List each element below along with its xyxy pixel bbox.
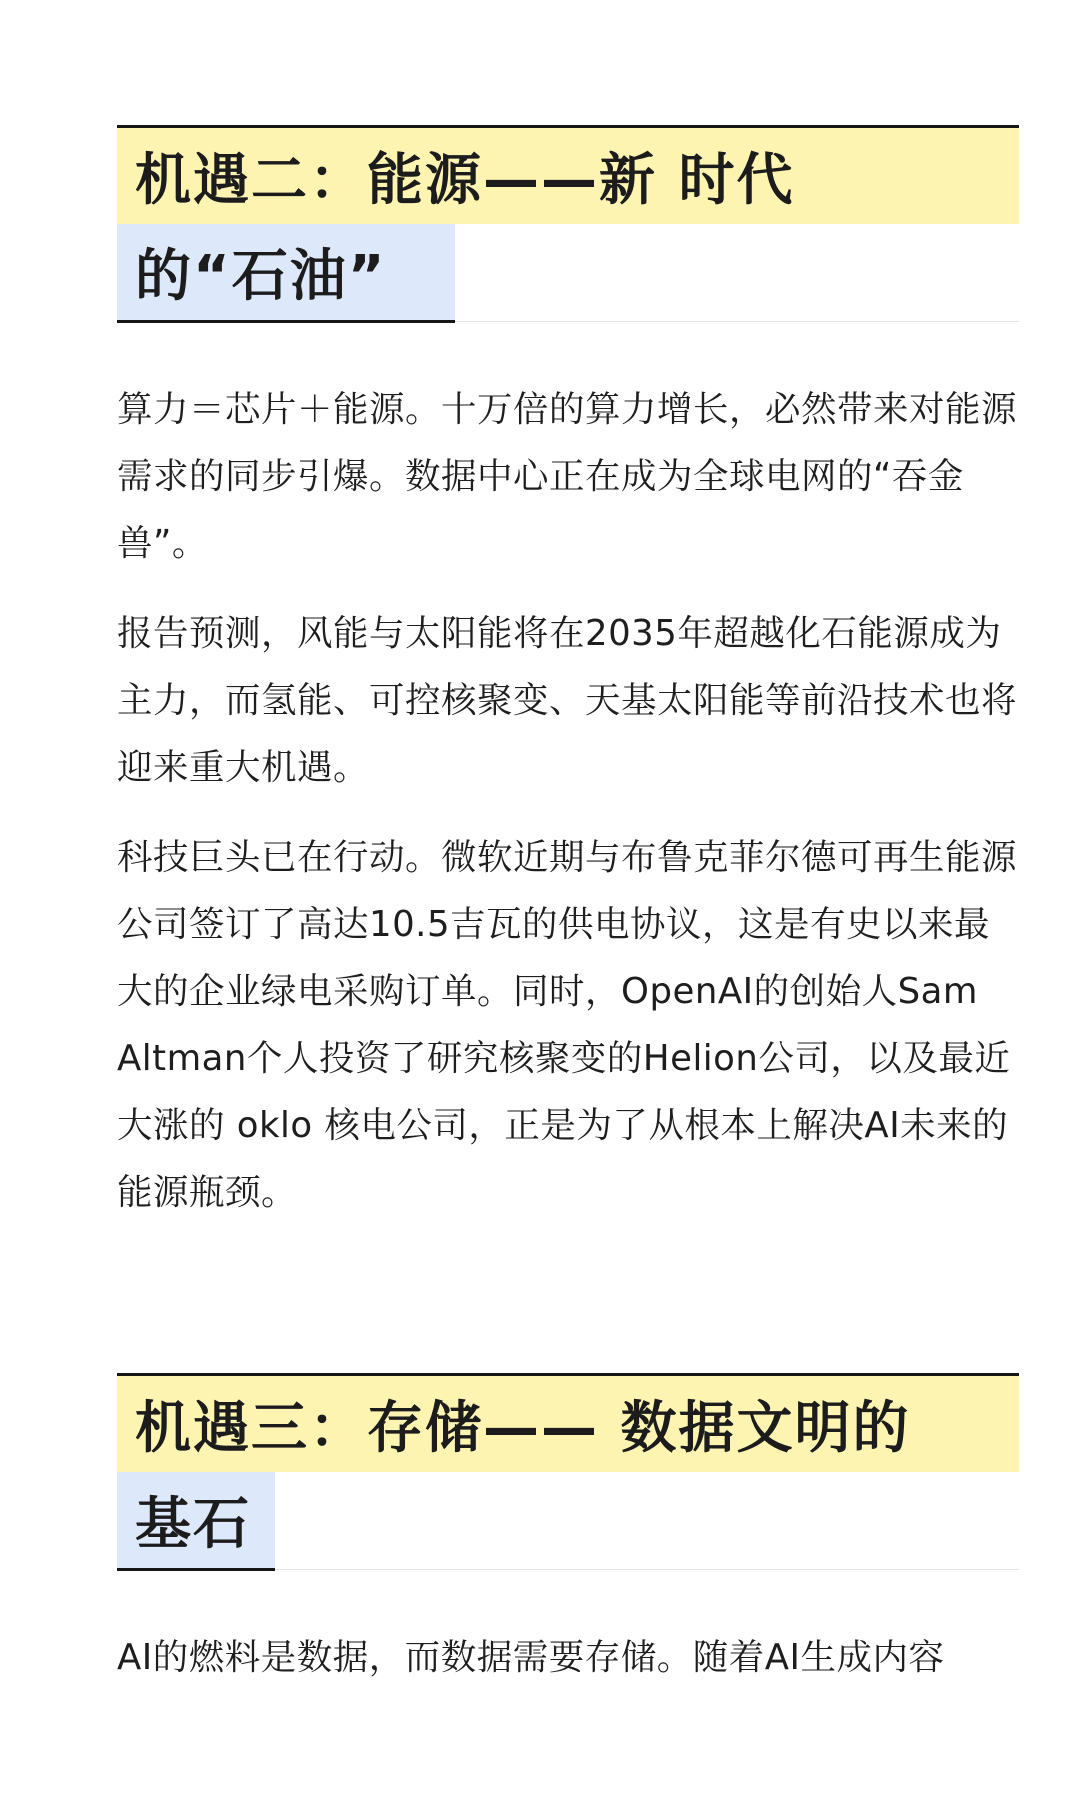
heading-bottom-rule bbox=[117, 320, 1019, 323]
heading-bottom-rule bbox=[117, 1568, 1019, 1571]
heading-text-line-2: 基石 bbox=[135, 1492, 251, 1557]
paragraph-tech-giants: 科技巨头已在行动。微软近期与布鲁克菲尔德可再生能源公司签订了高达10.5吉瓦的供电协议，这是有史以来最大的企业绿电采购订单。同时，OpenAI的创始人Sam Altman个人投资了研究核聚变的Helion公司，以及最近大涨的 oklo 核电公司，正是为了从根本上解决AI未来的能源瓶颈。 bbox=[117, 837, 1018, 1213]
section-heading-storage bbox=[117, 1373, 1019, 1571]
paragraph-forecast: 报告预测，风能与太阳能将在2035年超越化石能源成为主力，而氢能、可控核聚变、天基太阳能等前沿技术也将迎来重大机遇。 bbox=[117, 613, 1018, 788]
paragraph-storage: AI的燃料是数据，而数据需要存储。随着AI生成内容 bbox=[117, 1637, 945, 1678]
heading-line-1 bbox=[117, 1376, 1019, 1472]
heading-text-line-2: 的“石油” bbox=[135, 244, 387, 309]
heading-line-2 bbox=[117, 224, 1019, 320]
heading-line-2 bbox=[117, 1472, 1019, 1568]
heading-text-line-1: 机遇三：存储—— 数据文明的 bbox=[135, 1396, 911, 1461]
heading-line-1 bbox=[117, 128, 1019, 224]
paragraph-compute-energy: 算力＝芯片＋能源。十万倍的算力增长，必然带来对能源需求的同步引爆。数据中心正在成为全球电网的“吞金兽”。 bbox=[117, 389, 1018, 564]
section-heading-energy bbox=[117, 125, 1019, 323]
heading-text-line-1: 机遇二：能源——新 时代 bbox=[135, 148, 795, 213]
